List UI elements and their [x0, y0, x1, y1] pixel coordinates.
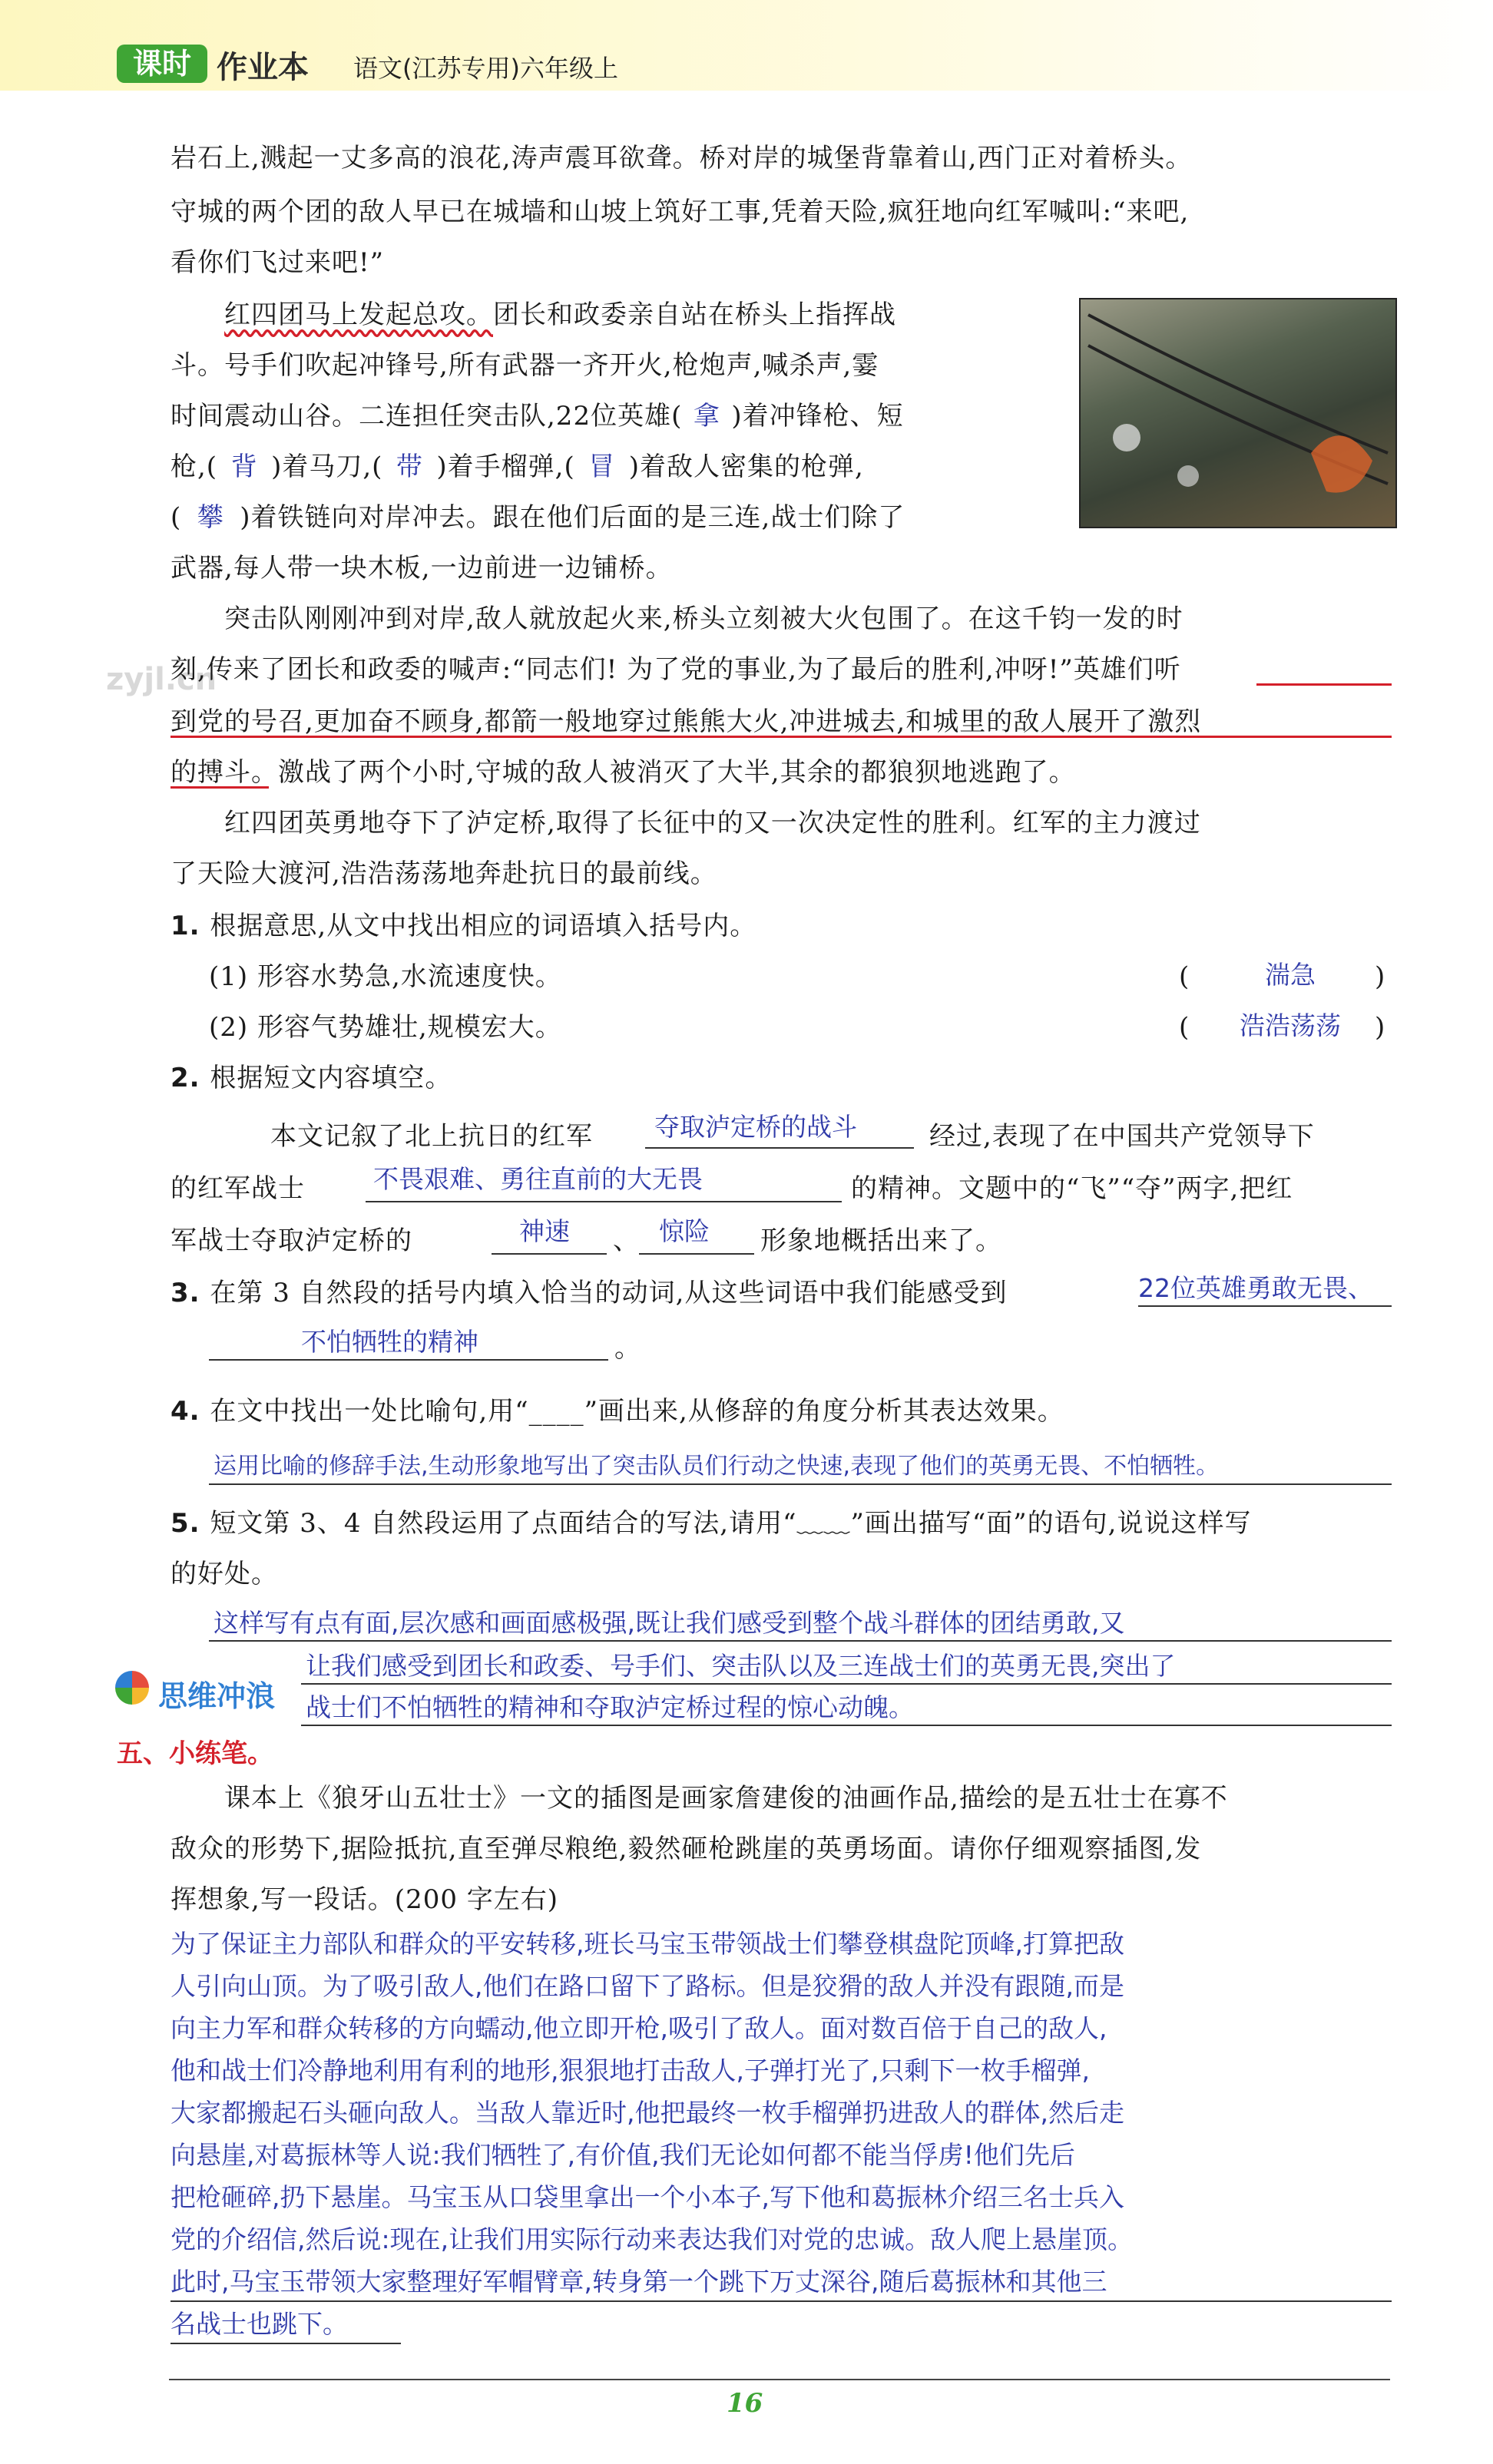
answer-dai: 带 — [396, 451, 423, 482]
passage-line: 突击队刚刚冲到对岸,敌人就放起火来,桥头立刻被大火包围了。在这千钧一发的时 — [224, 604, 1183, 634]
essay-line: 为了保证主力部队和群众的平安转移,班长马宝玉带领战士们攀登棋盘陀顶峰,打算把敌 — [170, 1929, 1124, 1959]
question-2-line: 的精神。文题中的“飞”“夺”两字,把红 — [851, 1173, 1293, 1204]
thinking-surf-badge — [115, 1666, 300, 1711]
essay-line: 向主力军和群众转移的方向蠕动,他立即开枪,吸引了敌人。面对数百倍于自己的敌人, — [170, 2013, 1107, 2043]
answer-q2-3: 神速 — [519, 1216, 570, 1246]
bridge-scene-icon — [1081, 299, 1395, 527]
question-1: 1. 根据意思,从文中找出相应的词语填入括号内。 — [170, 911, 757, 941]
blank-line — [209, 1483, 1392, 1485]
blank-line — [301, 1725, 1392, 1726]
essay-line: 人引向山顶。为了吸引敌人,他们在路口留下了路标。但是狡猾的敌人并没有跟随,而是 — [170, 1971, 1124, 2001]
paren-open: ( — [1179, 1012, 1190, 1043]
blank-line — [645, 1147, 914, 1149]
blank-line — [639, 1253, 754, 1255]
text: )着手榴弹,( — [436, 451, 575, 482]
paren-close: ) — [1375, 961, 1385, 992]
blank-line — [301, 1683, 1392, 1685]
question-1-2: (2) 形容气势雄壮,规模宏大。 — [209, 1012, 562, 1043]
answer-q3-a: 22位英雄勇敢无畏、 — [1138, 1273, 1373, 1303]
text: )着马刀,( — [271, 451, 383, 482]
answer-q5-line2: 让我们感受到团长和政委、号手们、突击队以及三连战士们的英勇无畏,突出了 — [306, 1651, 1176, 1681]
wavy-mark: ﹏﹏ — [796, 1508, 851, 1539]
question-4: 4. 在文中找出一处比喻句,用“____”画出来,从修辞的角度分析其表达效果。 — [170, 1396, 1064, 1427]
passage-line — [170, 401, 904, 432]
question-3-end: 。 — [614, 1333, 641, 1364]
prompt-line: 挥想象,写一段话。(200 字左右) — [170, 1884, 559, 1915]
essay-line: 把枪砸碎,扔下悬崖。马宝玉从口袋里拿出一个小本子,写下他和葛振林介绍三名士兵入 — [170, 2182, 1124, 2212]
question-2-line: 经过,表现了在中国共产党领导下 — [929, 1121, 1315, 1152]
essay-line: 他和战士们冷静地利用有利的地形,狠狠地打击敌人,子弹打光了,只剩下一枚手榴弹, — [170, 2056, 1090, 2085]
question-5-line: 的好处。 — [170, 1559, 278, 1589]
passage-line: 岩石上,溅起一丈多高的浪花,涛声震耳欲聋。桥对岸的城堡背靠着山,西门正对着桥头。 — [170, 143, 1193, 174]
question-5: 5. 短文第 3、4 自然段运用了点面结合的写法,请用“﹏﹏”画出描写“面”的语句,说说这样写 — [170, 1508, 1252, 1539]
passage-line — [170, 654, 1181, 685]
passage-line — [170, 502, 905, 533]
prompt-line: 课本上《狼牙山五壮士》一文的插图是画家詹建俊的油画作品,描绘的是五壮士在寡不 — [224, 1783, 1228, 1814]
logo-keshi: 课时 — [117, 45, 207, 83]
question-2-sep: 、 — [613, 1225, 640, 1256]
wavy-underline-text: 红四团马上发起总攻。 — [224, 299, 493, 330]
question-2: 2. 根据短文内容填空。 — [170, 1063, 452, 1093]
blank-line — [492, 1253, 607, 1255]
passage-line: 斗。号手们吹起冲锋号,所有武器一齐开火,枪炮声,喊杀声,霎 — [170, 350, 879, 381]
essay-line: 此时,马宝玉带领大家整理好军帽臂章,转身第一个跳下万丈深谷,随后葛振林和其他三 — [170, 2267, 1107, 2297]
text: 根据短文内容填空。 — [210, 1063, 452, 1093]
text: 时间震动山谷。二连担任突击队,22位英雄( — [170, 401, 683, 432]
swirl-icon — [115, 1671, 149, 1705]
essay-line: 名战士也跳下。 — [170, 2309, 348, 2339]
red-underline — [170, 786, 269, 789]
text: ”画出描写“面”的语句,说说这样写 — [850, 1508, 1252, 1539]
answer-q2-1: 夺取泸定桥的战斗 — [654, 1112, 857, 1142]
question-2-line: 军战士夺取泸定桥的 — [170, 1225, 412, 1256]
essay-line: 党的介绍信,然后说:现在,让我们用实际行动来表达我们对党的忠诚。敌人爬上悬崖顶。 — [170, 2224, 1134, 2254]
blank-line — [1138, 1305, 1392, 1307]
question-2-line: 本文记叙了北上抗日的红军 — [270, 1121, 593, 1152]
passage-line: 武器,每人带一块木板,一边前进一边铺桥。 — [170, 553, 673, 584]
battle-illustration — [1079, 298, 1397, 528]
text: 英雄们听 — [1073, 654, 1181, 685]
answer-mao: 冒 — [588, 451, 616, 482]
text: 刻,传来了团长和政委的喊声:“同志们! 为了党的事业,为了最后的胜利,冲呀!” — [170, 654, 1074, 685]
answer-q5-line3: 战士们不怕牺牲的精神和夺取泸定桥过程的惊心动魄。 — [306, 1692, 914, 1722]
answer-na: 拿 — [693, 401, 720, 432]
subject-title: 语文(江苏专用)六年级上 — [353, 54, 618, 83]
badge-label: 思维冲浪 — [158, 1679, 276, 1713]
text: 的搏斗 — [170, 757, 251, 788]
prompt-line: 敌众的形势下,据险抵抗,直至弹尽粮绝,毅然砸枪跳崖的英勇场面。请你仔细观察插图,发 — [170, 1834, 1202, 1864]
passage-line: 到党的号召,更加奋不顾身,都箭一般地穿过熊熊大火,冲进城去,和城里的敌人展开了激烈 — [170, 706, 1202, 737]
question-1-1: (1) 形容水势急,水流速度快。 — [209, 961, 562, 992]
question-2-line: 的红军战士 — [170, 1173, 305, 1204]
answer-q2-4: 惊险 — [659, 1216, 710, 1246]
footer-rule — [169, 2379, 1390, 2380]
answer-q1-1: 湍急 — [1265, 960, 1316, 990]
text: 在第 3 自然段的括号内填入恰当的动词,从这些词语中我们能感受到 — [210, 1278, 1008, 1308]
blank-line — [170, 2300, 1392, 2302]
passage-line — [224, 299, 896, 330]
text: )着冲锋枪、短 — [731, 401, 904, 432]
answer-bei: 背 — [230, 451, 258, 482]
blank-line — [366, 1201, 842, 1202]
text: 根据意思,从文中找出相应的词语填入括号内。 — [210, 911, 757, 941]
passage-line — [170, 451, 864, 482]
text: ( — [170, 502, 182, 533]
answer-pan: 攀 — [197, 502, 224, 533]
logo-zuoyeben: 作业本 — [217, 50, 309, 85]
essay-line: 大家都搬起石头砸向敌人。当敌人靠近时,他把最终一枚手榴弹扔进敌人的群体,然后走 — [170, 2098, 1124, 2128]
blank-line — [170, 2343, 401, 2344]
answer-q5-line1: 这样写有点有面,层次感和画面感极强,既让我们感受到整个战斗群体的团结勇敢,又 — [214, 1608, 1125, 1638]
essay-line: 向悬崖,对葛振林等人说:我们牺牲了,有价值,我们无论如何都不能当俘虏!他们先后 — [170, 2140, 1075, 2170]
text: 在文中找出一处比喻句,用“____”画出来,从修辞的角度分析其表达效果。 — [210, 1396, 1064, 1427]
red-underline — [1256, 683, 1392, 686]
blank-line — [209, 1359, 608, 1361]
paren-close: ) — [1375, 1012, 1385, 1043]
paren-open: ( — [1179, 961, 1190, 992]
text: 。激战了两个小时,守城的敌人被消灭了大半,其余的都狼狈地逃跑了。 — [251, 757, 1076, 788]
watermark: zyjl.cn — [106, 662, 217, 697]
blank-line — [209, 1640, 1392, 1642]
answer-q3-b: 不怕牺牲的精神 — [301, 1327, 478, 1357]
answer-q4: 运用比喻的修辞手法,生动形象地写出了突击队员们行动之快速,表现了他们的英勇无畏、不怕牺牲。 — [214, 1453, 1220, 1480]
passage-line: 看你们飞过来吧!” — [170, 247, 385, 278]
page-number: 16 — [727, 2388, 763, 2419]
answer-q2-2: 不畏艰难、勇往直前的大无畏 — [373, 1164, 703, 1194]
passage-line — [170, 757, 1076, 788]
question-2-line: 形象地概括出来了。 — [760, 1225, 1002, 1256]
passage-line: 了天险大渡河,浩浩荡荡地奔赴抗日的最前线。 — [170, 858, 717, 889]
text: 枪,( — [170, 451, 218, 482]
section-title: 五、小练笔。 — [117, 1738, 273, 1769]
answer-q1-2: 浩浩荡荡 — [1240, 1010, 1341, 1040]
text: 短文第 3、4 自然段运用了点面结合的写法,请用“ — [210, 1508, 797, 1539]
passage-line: 红四团英勇地夺下了泸定桥,取得了长征中的又一次决定性的胜利。红军的主力渡过 — [224, 808, 1201, 838]
text: 团长和政委亲自站在桥头上指挥战 — [493, 299, 896, 330]
question-3: 3. 在第 3 自然段的括号内填入恰当的动词,从这些词语中我们能感受到 — [170, 1278, 1008, 1308]
red-underline — [170, 736, 1392, 738]
text: )着敌人密集的枪弹, — [628, 451, 864, 482]
passage-line: 守城的两个团的敌人早已在城墙和山坡上筑好工事,凭着天险,疯狂地向红军喊叫:“来吧, — [170, 197, 1190, 227]
text: )着铁链向对岸冲去。跟在他们后面的是三连,战士们除了 — [240, 502, 905, 533]
